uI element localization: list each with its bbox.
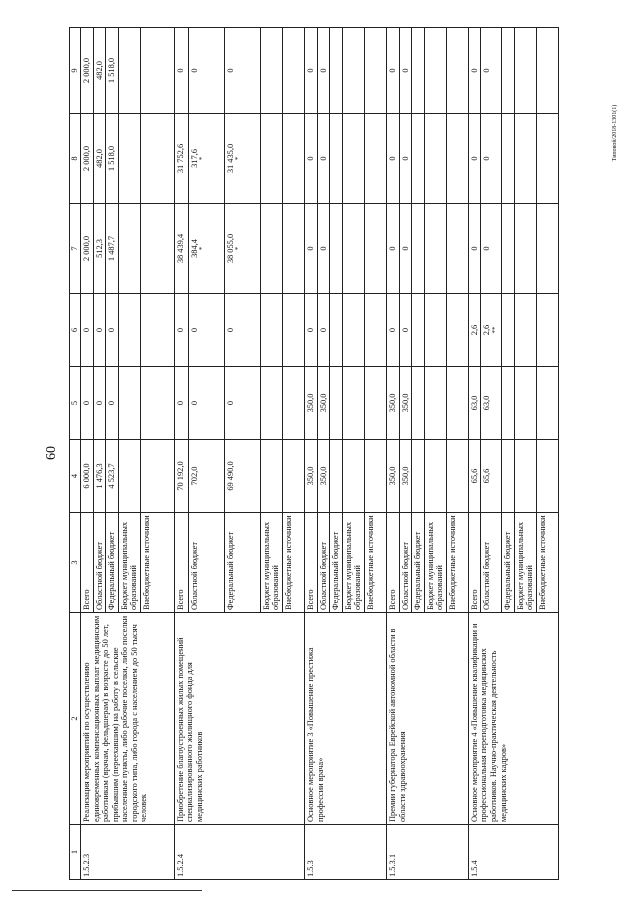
footer-rule — [12, 890, 202, 891]
value-cell — [501, 367, 514, 440]
funding-source: Внебюджетные источники — [283, 513, 305, 613]
cell-value: 0 — [469, 246, 479, 251]
value-cell — [501, 294, 514, 367]
value-cell — [106, 114, 119, 204]
value-cell — [481, 294, 502, 367]
value-cell — [305, 28, 318, 114]
value-cell — [118, 204, 140, 294]
cell-value: 38 055,0 — [225, 233, 235, 264]
value-cell — [399, 294, 412, 367]
value-cell — [536, 114, 558, 204]
value-cell — [386, 440, 399, 513]
cell-value: 0 — [175, 400, 185, 406]
cell-value: 0 — [306, 156, 316, 161]
cell-value: 0 — [107, 327, 117, 333]
value-cell — [317, 114, 330, 204]
column-number: 9 — [70, 28, 81, 114]
value-cell — [174, 28, 188, 114]
value-cell — [386, 367, 399, 440]
value-cell — [330, 294, 343, 367]
cell-value: 512,3 — [94, 239, 104, 258]
funding-source: Всего — [174, 513, 188, 613]
cell-value: 0 — [225, 68, 235, 73]
cell-value: 0 — [482, 156, 492, 161]
funding-source: Внебюджетные источники — [364, 513, 386, 613]
cell-value: 2 000,0 — [82, 57, 91, 84]
value-cell — [399, 114, 412, 204]
value-cell — [330, 28, 343, 114]
cell-value: 0 — [82, 400, 91, 406]
table-row — [81, 28, 94, 880]
funding-source: Бюджет муниципальных образований — [118, 513, 140, 613]
value-cell — [468, 204, 481, 294]
cell-value: 1 518,0 — [107, 57, 117, 84]
cell-value: 350,0 — [318, 466, 328, 486]
value-cell — [468, 367, 481, 440]
cell-value: 1 518,0 — [107, 145, 117, 172]
value-cell — [188, 440, 224, 513]
value-cell — [224, 367, 260, 440]
value-cell — [424, 114, 446, 204]
value-cell — [424, 367, 446, 440]
footnote-mark: * — [234, 246, 243, 251]
value-cell — [501, 114, 514, 204]
funding-source: Бюджет муниципальных образований — [260, 513, 282, 613]
row-code: 1.5.3 — [305, 825, 387, 880]
cell-value: 65,6 — [482, 468, 492, 484]
funding-source: Областной бюджет — [317, 513, 330, 613]
value-cell — [283, 204, 305, 294]
cell-value: 65,6 — [469, 468, 479, 484]
value-cell — [424, 204, 446, 294]
row-name: Основное мероприятие 3 «Повышение престижа профессии врача» — [305, 613, 387, 825]
value-cell — [106, 204, 119, 294]
value-cell — [317, 367, 330, 440]
cell-value: 0 — [318, 327, 328, 333]
table-row — [174, 28, 188, 880]
row-code: 1.5.3.1 — [386, 825, 468, 880]
value-cell — [140, 28, 174, 114]
cell-value: 38 439,4 — [175, 233, 185, 264]
value-cell — [174, 114, 188, 204]
value-cell — [81, 367, 94, 440]
cell-value: 0 — [225, 400, 235, 406]
row-name: Премии губернатора Еврейской автономной области в области здравоохранения — [386, 613, 468, 825]
funding-source: Бюджет муниципальных образований — [424, 513, 446, 613]
value-cell — [224, 204, 260, 294]
value-cell — [412, 28, 425, 114]
cell-value: 69 490,0 — [225, 461, 235, 491]
value-cell — [81, 114, 94, 204]
cell-value: 0 — [318, 246, 328, 251]
value-cell — [317, 440, 330, 513]
value-cell — [283, 28, 305, 114]
value-cell — [399, 367, 412, 440]
cell-value: 317,6 — [189, 149, 199, 168]
cell-value: 1 487,7 — [107, 235, 117, 262]
funding-source: Областной бюджет — [481, 513, 502, 613]
value-cell — [342, 440, 364, 513]
row-name: Приобретение благоустроенных жилых помещений специализированного жилищного фонда для медицинских работников — [174, 613, 304, 825]
value-cell — [260, 114, 282, 204]
rotated-table-container — [69, 28, 615, 880]
cell-value: 4 523,7 — [107, 463, 117, 489]
cell-value: 2 000,0 — [82, 235, 91, 262]
value-cell — [188, 204, 224, 294]
value-cell — [224, 114, 260, 204]
cell-value: 702,0 — [189, 466, 199, 486]
cell-value: 0 — [94, 400, 104, 406]
value-cell — [224, 440, 260, 513]
value-cell — [81, 28, 94, 114]
value-cell — [481, 367, 502, 440]
table-row — [468, 28, 481, 880]
column-number: 4 — [70, 440, 81, 513]
cell-value: 350,0 — [387, 393, 397, 413]
value-cell — [536, 367, 558, 440]
value-cell — [514, 114, 536, 204]
cell-value: 0 — [400, 327, 410, 333]
cell-value: 0 — [469, 68, 479, 73]
value-cell — [305, 367, 318, 440]
value-cell — [81, 440, 94, 513]
value-cell — [174, 294, 188, 367]
cell-value: 0 — [482, 246, 492, 251]
row-code: 1.5.2.3 — [81, 825, 175, 880]
value-cell — [106, 294, 119, 367]
value-cell — [118, 440, 140, 513]
value-cell — [536, 28, 558, 114]
value-cell — [283, 294, 305, 367]
cell-value: 0 — [189, 68, 199, 73]
cell-value: 0 — [189, 327, 199, 333]
funding-source: Внебюджетные источники — [140, 513, 174, 613]
cell-value: 0 — [94, 327, 104, 333]
funding-source: Федеральный бюджет — [330, 513, 343, 613]
cell-value: 0 — [306, 327, 316, 333]
funding-source: Федеральный бюджет — [501, 513, 514, 613]
value-cell — [468, 440, 481, 513]
value-cell — [446, 440, 468, 513]
cell-value: 482,0 — [94, 61, 104, 80]
value-cell — [305, 114, 318, 204]
column-number: 2 — [70, 613, 81, 825]
value-cell — [330, 440, 343, 513]
value-cell — [364, 204, 386, 294]
value-cell — [468, 114, 481, 204]
value-cell — [106, 28, 119, 114]
cell-value: 350,0 — [400, 393, 410, 413]
value-cell — [481, 28, 502, 114]
budget-table — [69, 27, 559, 880]
column-number-row — [70, 28, 81, 880]
funding-source: Областной бюджет — [399, 513, 412, 613]
value-cell — [386, 114, 399, 204]
value-cell — [260, 440, 282, 513]
value-cell — [342, 204, 364, 294]
value-cell — [424, 294, 446, 367]
value-cell — [468, 28, 481, 114]
cell-value: 6 000,0 — [82, 463, 91, 489]
row-name: Основное мероприятие 4 «Повышение квалификации и профессиональная переподготовка медицинских работников. Научно-практическая деятельность медицинских кадров» — [468, 613, 558, 825]
value-cell — [93, 28, 106, 114]
funding-source: Внебюджетные источники — [446, 513, 468, 613]
cell-value: 31 435,0 — [225, 143, 235, 174]
cell-value: 1 476,3 — [94, 463, 104, 489]
value-cell — [174, 440, 188, 513]
value-cell — [468, 294, 481, 367]
value-cell — [106, 367, 119, 440]
funding-source: Бюджет муниципальных образований — [342, 513, 364, 613]
value-cell — [412, 367, 425, 440]
cell-value: 0 — [400, 156, 410, 161]
row-code: 1.5.4 — [468, 825, 558, 880]
cell-value: 0 — [306, 68, 316, 73]
value-cell — [140, 114, 174, 204]
value-cell — [412, 440, 425, 513]
value-cell — [140, 367, 174, 440]
cell-value: 63,0 — [482, 395, 492, 411]
value-cell — [424, 28, 446, 114]
cell-value: 31 752,6 — [175, 143, 185, 174]
value-cell — [364, 114, 386, 204]
value-cell — [118, 28, 140, 114]
value-cell — [424, 440, 446, 513]
value-cell — [260, 28, 282, 114]
cell-value: 0 — [175, 68, 185, 73]
value-cell — [93, 367, 106, 440]
cell-value: 350,0 — [400, 466, 410, 486]
value-cell — [399, 440, 412, 513]
value-cell — [260, 204, 282, 294]
value-cell — [501, 28, 514, 114]
value-cell — [501, 440, 514, 513]
cell-value: 2 000,0 — [82, 145, 91, 172]
cell-value: 0 — [107, 400, 117, 406]
row-name: Реализация мероприятий по осуществлению единовременных компенсационных выплат медицинским работникам (врачам, фельдшерам) в возрасте до 50 лет, прибывшим (переехавшим) на работу в сельские населенные пункты, либо рабочие поселки, либо поселки городского типа, либо города с населением до 50 тысяч человек — [81, 613, 175, 825]
value-cell — [317, 204, 330, 294]
value-cell — [501, 204, 514, 294]
value-cell — [81, 294, 94, 367]
cell-value: 0 — [469, 156, 479, 161]
value-cell — [140, 204, 174, 294]
cell-value: 482,0 — [94, 149, 104, 168]
funding-source: Федеральный бюджет — [224, 513, 260, 613]
funding-source: Внебюджетные источники — [536, 513, 558, 613]
value-cell — [412, 204, 425, 294]
value-cell — [446, 204, 468, 294]
funding-source: Областной бюджет — [93, 513, 106, 613]
cell-value: 0 — [482, 68, 492, 73]
footnote-mark: ** — [490, 326, 499, 334]
value-cell — [364, 294, 386, 367]
value-cell — [118, 294, 140, 367]
value-cell — [446, 114, 468, 204]
page-number: 60 — [44, 446, 59, 460]
value-cell — [174, 204, 188, 294]
funding-source: Областной бюджет — [188, 513, 224, 613]
value-cell — [118, 114, 140, 204]
value-cell — [446, 294, 468, 367]
value-cell — [342, 114, 364, 204]
funding-source: Федеральный бюджет — [106, 513, 119, 613]
cell-value: 0 — [318, 156, 328, 161]
cell-value: 0 — [387, 246, 397, 251]
value-cell — [481, 114, 502, 204]
value-cell — [188, 114, 224, 204]
value-cell — [514, 367, 536, 440]
value-cell — [514, 440, 536, 513]
column-number: 1 — [70, 825, 81, 880]
cell-value: 0 — [318, 68, 328, 73]
document-code: Типовой/2018-1301(1) — [612, 104, 618, 162]
footnote-mark: * — [234, 156, 243, 161]
column-number: 5 — [70, 367, 81, 440]
row-code: 1.5.2.4 — [174, 825, 304, 880]
value-cell — [174, 367, 188, 440]
value-cell — [283, 114, 305, 204]
value-cell — [93, 294, 106, 367]
value-cell — [305, 294, 318, 367]
value-cell — [330, 204, 343, 294]
column-number: 7 — [70, 204, 81, 294]
value-cell — [481, 440, 502, 513]
value-cell — [283, 367, 305, 440]
value-cell — [446, 367, 468, 440]
funding-source: Всего — [386, 513, 399, 613]
value-cell — [224, 28, 260, 114]
cell-value: 63,0 — [469, 395, 479, 411]
value-cell — [342, 294, 364, 367]
value-cell — [364, 440, 386, 513]
value-cell — [188, 367, 224, 440]
value-cell — [364, 367, 386, 440]
value-cell — [118, 367, 140, 440]
value-cell — [446, 28, 468, 114]
table-body — [70, 28, 559, 880]
value-cell — [93, 204, 106, 294]
footnote-mark: * — [198, 156, 207, 161]
value-cell — [93, 114, 106, 204]
value-cell — [330, 114, 343, 204]
value-cell — [386, 294, 399, 367]
value-cell — [342, 28, 364, 114]
value-cell — [93, 440, 106, 513]
cell-value: 0 — [387, 68, 397, 73]
value-cell — [330, 367, 343, 440]
value-cell — [188, 294, 224, 367]
value-cell — [399, 28, 412, 114]
value-cell — [106, 440, 119, 513]
value-cell — [81, 204, 94, 294]
value-cell — [536, 204, 558, 294]
cell-value: 0 — [306, 246, 316, 251]
value-cell — [412, 294, 425, 367]
funding-source: Всего — [468, 513, 481, 613]
value-cell — [140, 440, 174, 513]
column-number: 3 — [70, 513, 81, 613]
cell-value: 0 — [387, 156, 397, 161]
value-cell — [536, 440, 558, 513]
value-cell — [140, 294, 174, 367]
cell-value: 0 — [387, 327, 397, 333]
funding-source: Бюджет муниципальных образований — [514, 513, 536, 613]
value-cell — [399, 204, 412, 294]
cell-value: 384,4 — [189, 239, 199, 258]
value-cell — [283, 440, 305, 513]
value-cell — [536, 294, 558, 367]
cell-value: 350,0 — [306, 466, 316, 486]
cell-value: 350,0 — [318, 393, 328, 413]
value-cell — [412, 114, 425, 204]
value-cell — [317, 294, 330, 367]
column-number: 6 — [70, 294, 81, 367]
value-cell — [386, 28, 399, 114]
value-cell — [260, 367, 282, 440]
value-cell — [514, 28, 536, 114]
cell-value: 2,6 — [482, 324, 492, 336]
column-number: 8 — [70, 114, 81, 204]
value-cell — [364, 28, 386, 114]
table-frame — [69, 28, 615, 880]
value-cell — [342, 367, 364, 440]
value-cell — [317, 28, 330, 114]
cell-value: 0 — [189, 400, 199, 406]
funding-source: Всего — [305, 513, 318, 613]
cell-value: 2,6 — [469, 324, 479, 336]
value-cell — [514, 204, 536, 294]
funding-source: Федеральный бюджет — [412, 513, 425, 613]
value-cell — [514, 294, 536, 367]
value-cell — [260, 294, 282, 367]
table-row — [386, 28, 399, 880]
table-row — [305, 28, 318, 880]
cell-value: 350,0 — [387, 466, 397, 486]
value-cell — [386, 204, 399, 294]
cell-value: 0 — [400, 246, 410, 251]
funding-source: Всего — [81, 513, 94, 613]
cell-value: 0 — [400, 68, 410, 73]
cell-value: 0 — [225, 327, 235, 333]
value-cell — [188, 28, 224, 114]
value-cell — [481, 204, 502, 294]
value-cell — [224, 294, 260, 367]
cell-value: 70 192,0 — [175, 461, 185, 491]
footnote-mark: * — [198, 246, 207, 251]
value-cell — [305, 204, 318, 294]
cell-value: 350,0 — [306, 393, 316, 413]
value-cell — [305, 440, 318, 513]
cell-value: 0 — [82, 327, 91, 333]
cell-value: 0 — [175, 327, 185, 333]
